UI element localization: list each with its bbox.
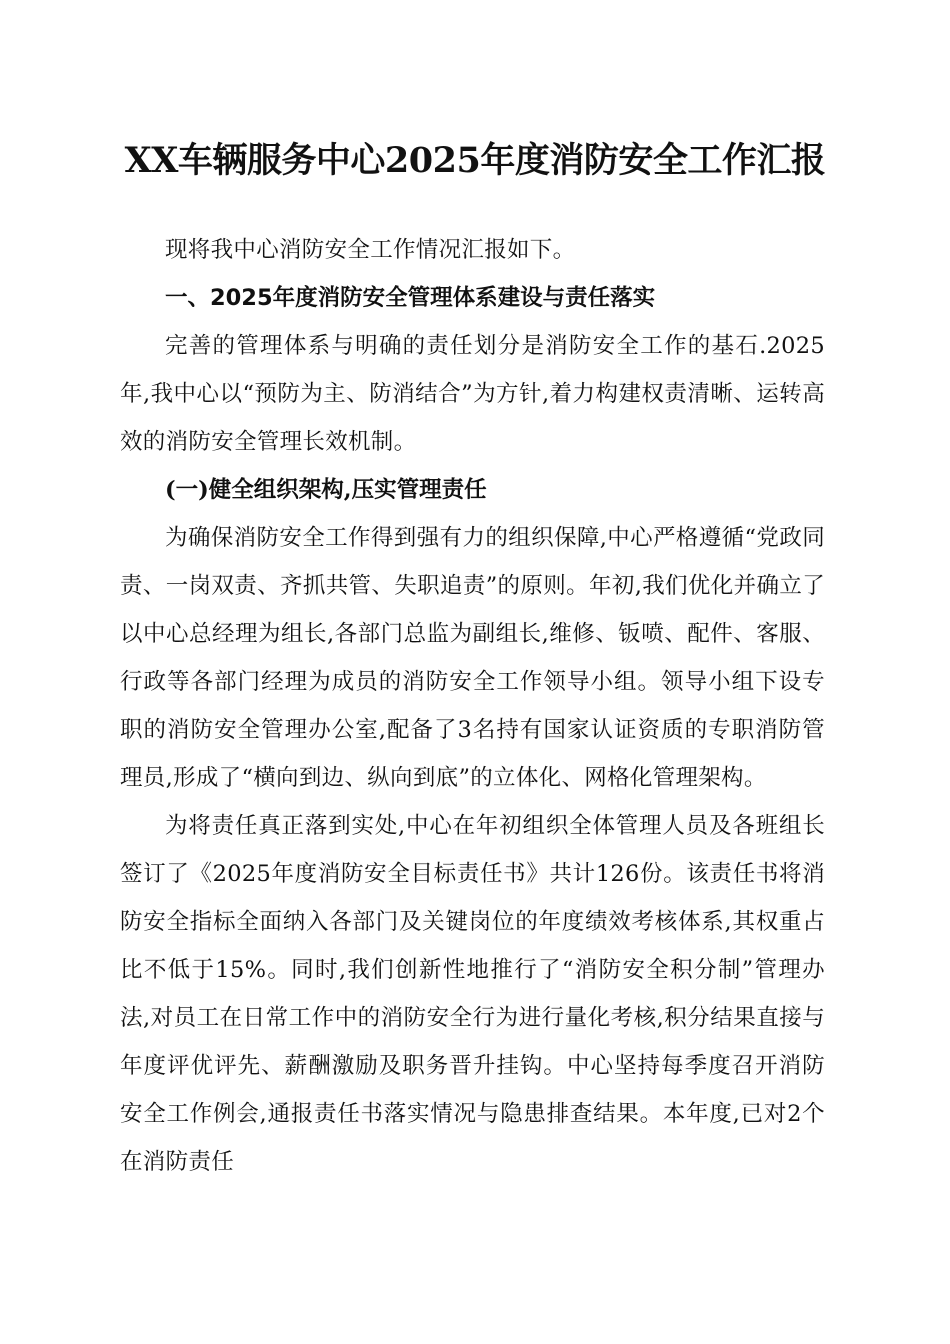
section-1-paragraph: 完善的管理体系与明确的责任划分是消防安全工作的基石.2025年,我中心以“预防为主、防消结合”为方针,着力构建权责清晰、运转高效的消防安全管理长效机制。 — [120, 333, 825, 455]
subsection-1-paragraph-2: 为将责任真正落到实处,中心在年初组织全体管理人员及各班组长签订了《2025年度消防安全目标责任书》共计126份。该责任书将消防安全指标全面纳入各部门及关键岗位的年度绩效考核体系,其权重占比不低于15%。同时,我们创新性地推行了“消防安全积分制”管理办法,对员工在日常工作中的消防安全行为进行量化考核,积分结果直接与年度评优评先、薪酬激励及职务晋升挂钩。中心坚持每季度召开消防安全工作例会,通报责任书落实情况与隐患排查结果。本年度,已对2个在消防责任 — [120, 813, 825, 1175]
intro-paragraph: 现将我中心消防安全工作情况汇报如下。 — [165, 237, 576, 263]
subsection-1-paragraph-1: 为确保消防安全工作得到强有力的组织保障,中心严格遵循“党政同责、一岗双责、齐抓共管、失职追责”的原则。年初,我们优化并确立了以中心总经理为组长,各部门总监为副组长,维修、钣喷、配件、客服、行政等各部门经理为成员的消防安全工作领导小组。领导小组下设专职的消防安全管理办公室,配备了3名持有国家认证资质的专职消防管理员,形成了“横向到边、纵向到底”的立体化、网格化管理架构。 — [120, 525, 825, 791]
document-title: XX车辆服务中心2025年度消防安全工作汇报 — [124, 140, 826, 181]
subsection-1-heading: (一)健全组织架构,压实管理责任 — [165, 477, 487, 503]
section-1-heading: 一、2025年度消防安全管理体系建设与责任落实 — [165, 285, 656, 311]
document-body — [120, 226, 825, 1186]
